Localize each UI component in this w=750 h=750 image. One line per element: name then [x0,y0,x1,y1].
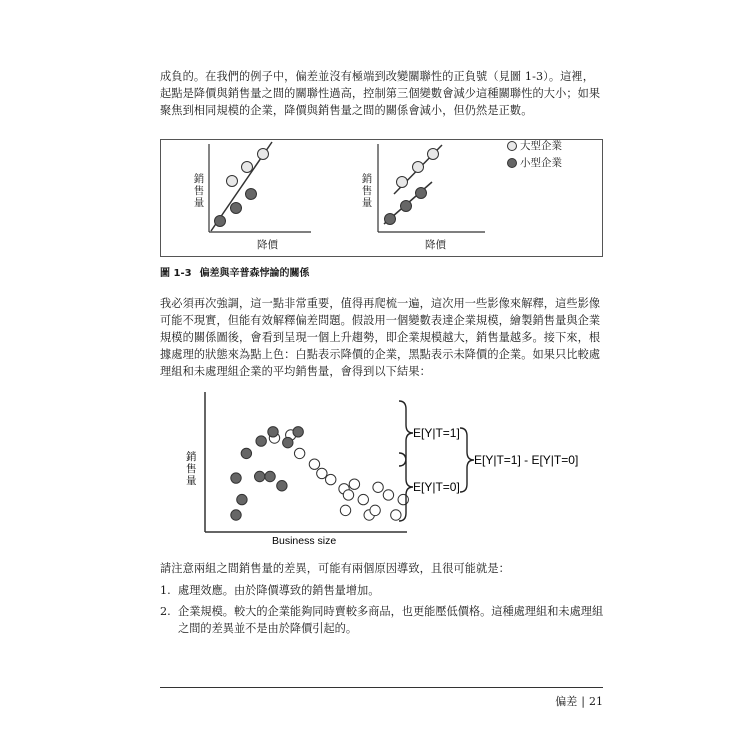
legend-item-large: 大型企業 [507,137,562,154]
right-open-point [428,149,439,160]
scatter-point-open [339,484,349,494]
scatter-point-open [370,505,380,515]
right-filled-point [401,201,412,212]
scatter-point-filled [254,471,264,481]
page-number: 21 [589,695,603,708]
figure-legend [507,137,562,171]
scatter-point-filled [231,473,241,483]
annotation-filled-mean: E[Y|T=0] [413,480,460,494]
scatter-point-open [343,490,353,500]
scatter-point-open [286,430,296,440]
scatter-point-open [294,448,304,458]
scatter-point-open [349,479,359,489]
intro-paragraph: 成負的。在我們的例子中，偏差並沒有極端到改變關聯性的正負號（見圖 1-3）。這裡，起點是降價與銷售量之間的關聯性過高，控制第三個變數會減少這種關聯性的大小；如果聚焦到相同規模的企業，降價與銷售量之間的關係會減小，但仍然是正數。 [160,70,601,117]
annotation-open-mean: E[Y|T=1] [413,426,460,440]
scatter-point-filled [231,510,241,520]
right-filled-point [385,214,396,225]
main-paragraph: 我必須再次強調，這一點非常重要，值得再爬梳一遍，這次用一些影像來解釋，這些影像可能不現實，但能有效解釋偏差問題。假設用一個變數表達企業規模，繪製銷售量與企業規模的關係圖後，會看到呈現一個上升趨勢，即企業規模越大，銷售量越多。接下來，根據處理的狀態來為點上色：白點表示降價的企業，黑點表示未降價的企業。如果只比較處理組和未處理組企業的平均銷售量，會得到以下結果： [160,297,601,378]
difference-brace [460,428,474,492]
scatter-point-filled [277,481,287,491]
note-paragraph: 請注意兩組之間銷售量的差異，可能有兩個原因導致，且很可能就是： [160,562,510,575]
scatter-xlabel: Business size [272,535,337,547]
legend-item-small: 小型企業 [507,154,562,171]
left-open-point [227,176,238,187]
open-circle-icon [507,141,517,151]
scatter-point-open [317,468,327,478]
scatter-point-open [391,510,401,520]
figure-1-3 [160,139,603,257]
annotation-difference: E[Y|T=1] - E[Y|T=0] [474,453,579,467]
scatter-point-filled [293,427,303,437]
scatter-point-open [373,482,383,492]
scatter-point-filled [256,436,266,446]
scatter-point-open [269,433,279,443]
scatter-point-open [398,494,408,504]
scatter-ylabel-3: 量 [186,475,197,487]
left-open-point [242,162,253,173]
list-item: 2. 企業規模。較大的企業能夠同時賣較多商品，也更能壓低價格。這種處理組和未處理組之間的差異並不是由於降價引起的。 [160,605,604,635]
scatter-ylabel-1: 銷 [186,451,197,463]
right-xlabel: 降價 [425,239,446,251]
left-filled-point [246,189,257,200]
right-open-point [397,177,408,188]
page-footer: 偏差 | 21 [555,695,603,708]
left-filled-point [231,203,242,214]
scatter-point-open [383,490,393,500]
scatter-point-filled [268,427,278,437]
scatter-point-open [358,494,368,504]
filled-mean-brace [399,453,413,521]
scatter-point-open [326,474,336,484]
scatter-ylabel-2: 售 [186,463,197,475]
figure-caption: 圖 1-3 偏差與辛普森悖論的關係 [160,268,310,279]
scatter-point-filled [241,448,251,458]
footer-rule [160,687,603,688]
left-ylabel: 銷 售 量 [193,173,205,209]
left-filled-point [215,216,226,227]
right-filled-point [416,188,427,199]
cause-list [160,582,610,641]
scatter-point-open [340,505,350,515]
right-ylabel: 銷 售 量 [361,173,373,209]
scatter-point-filled [283,437,293,447]
left-xlabel: 降價 [257,239,278,251]
footer-section: 偏差 [555,695,578,708]
left-open-point [258,149,269,160]
list-item: 1. 處理效應。由於降價導致的銷售量增加。 [160,584,380,597]
right-open-point [413,162,424,173]
scatter-point-open [364,510,374,520]
scatter-point-open [309,459,319,469]
scatter-point-filled [265,471,275,481]
filled-circle-icon [507,158,517,168]
scatter-point-filled [237,494,247,504]
open-mean-brace [399,401,413,466]
